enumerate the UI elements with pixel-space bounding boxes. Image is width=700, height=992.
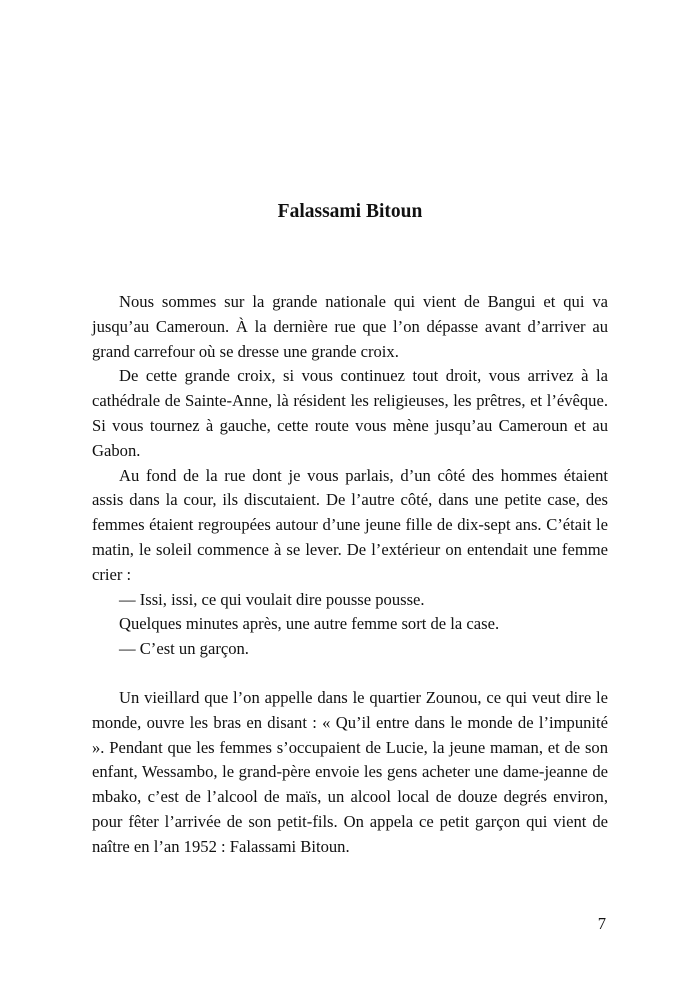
- chapter-title: Falassami Bitoun: [277, 201, 423, 222]
- paragraph-naming: Un vieillard que l’on appelle dans le quartier Zounou, ce qui veut dire le monde, ouvre les bras en disant : « Qu’il entre dans le monde de l’impunité ». Pendant que les femmes s’occupaient de Lucie, la jeune maman, et de son enfant, Wessambo, le grand-père envoie les gens acheter une dame-jeanne de mbako, c’est de l’alcool de maïs, un alcool local de douze degrés environ, pour fêter l’arrivée de son petit-fils. On appela ce petit garçon qui vient de naître en l’an 1952 : Falassami Bitoun.: [92, 687, 608, 856]
- paragraph-woman-exits: Quelques minutes après, une autre femme sort de la case.: [119, 614, 500, 634]
- paragraph-road-description: Nous sommes sur la grande nationale qui vient de Bangui et qui va jusqu’au Cameroun. À la dernière rue que l’on dépasse avant d’arriver au grand carrefour où se dresse une grande croix.: [92, 292, 608, 361]
- chapter-body: [92, 290, 608, 860]
- dialogue-line-boy: — C’est un garçon.: [119, 639, 249, 659]
- paragraph-street-scene: Au fond de la rue dont je vous parlais, d’un côté des hommes étaient assis dans la cour, ils discutaient. De l’autre côté, dans une petite case, des femmes étaient regroupées autour d’une jeune fille de dix-sept ans. C’était le matin, le soleil commence à se lever. De l’extérieur on entendait une femme crier :: [92, 465, 608, 584]
- dialogue-line-issi: — Issi, issi, ce qui voulait dire pousse pousse.: [119, 589, 425, 609]
- page-number: 7: [597, 914, 606, 933]
- paragraph-cross-directions: De cette grande croix, si vous continuez tout droit, vous arrivez à la cathédrale de Sainte-Anne, là résident les religieuses, les prêtres, et l’évêque. Si vous tournez à gauche, cette route vous mène jusqu’au Cameroun et au Gabon.: [92, 366, 608, 460]
